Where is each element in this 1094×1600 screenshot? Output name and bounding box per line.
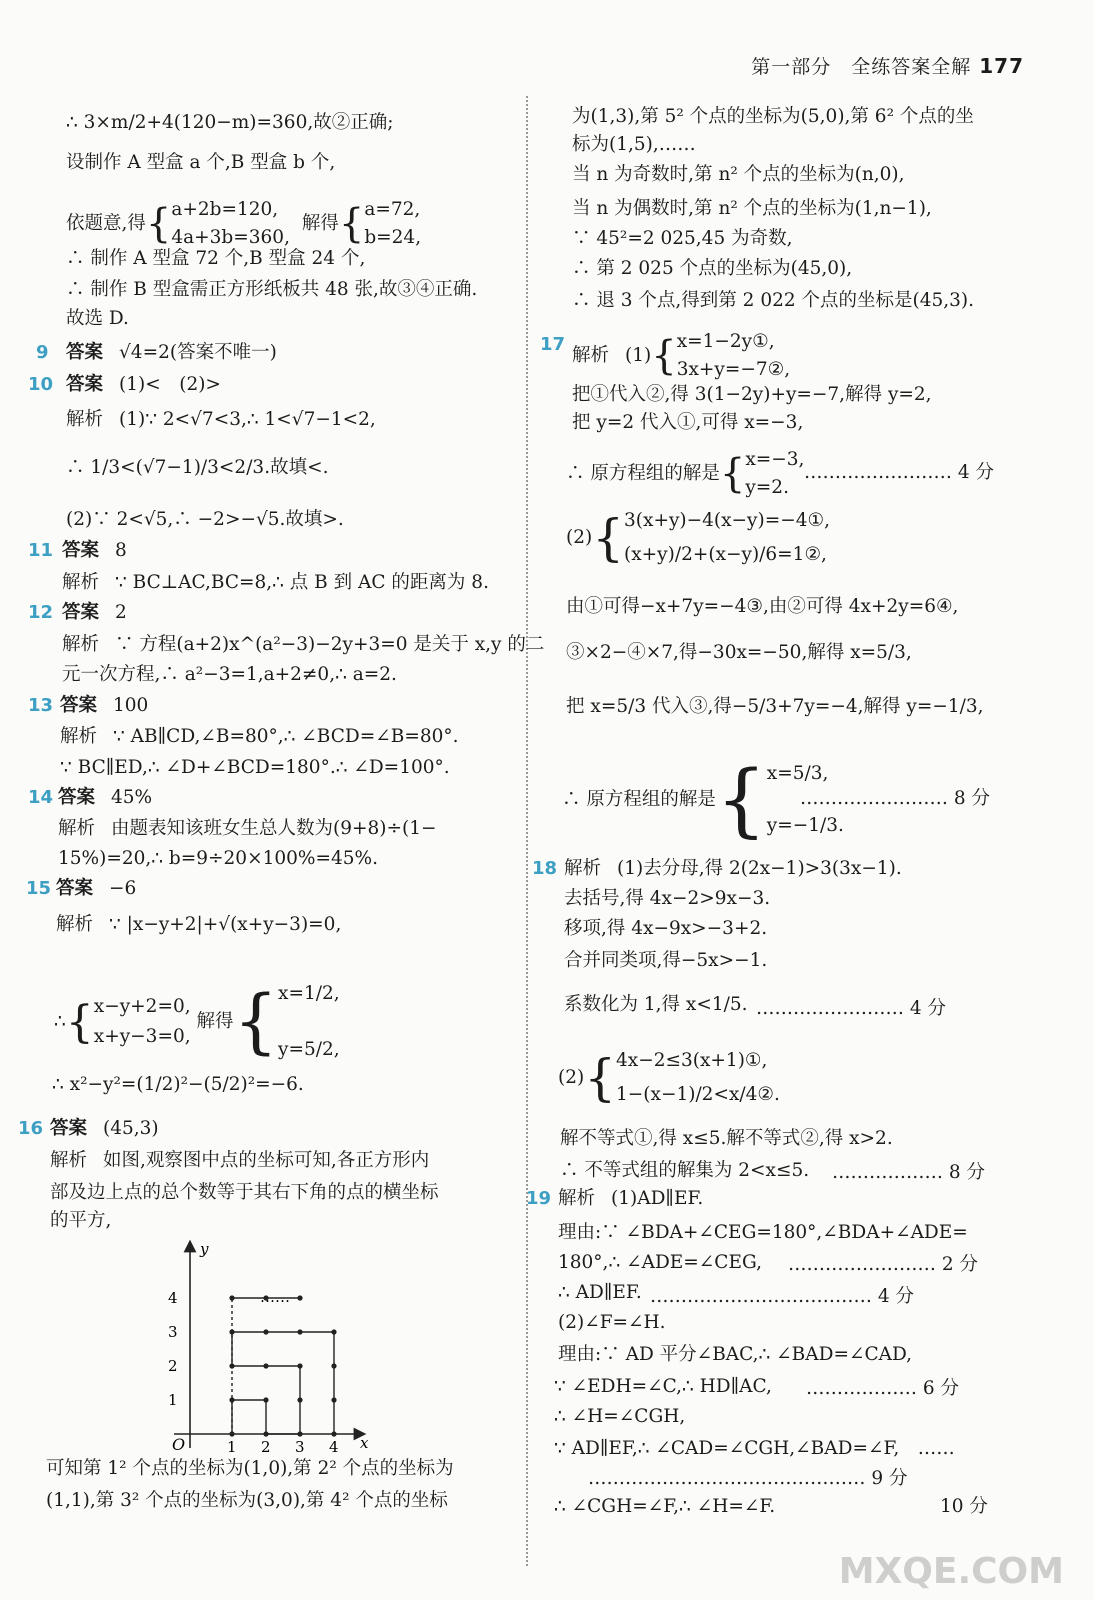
continuation-dots: …… [260, 1288, 290, 1306]
text-line: 合并同类项,得−5x>−1. [564, 950, 768, 971]
text-line: 理由:∵ AD 平分∠BAC,∴ ∠BAD=∠CAD, [558, 1344, 913, 1365]
question-number: 19 [526, 1188, 552, 1209]
lattice-point [229, 1295, 234, 1300]
coordinate-figure [164, 1238, 394, 1468]
answer-line: 答案 100 [60, 695, 149, 716]
lattice-point [331, 1431, 336, 1436]
y-axis-label: y [200, 1240, 209, 1258]
score-marker: …………………… 4 分 [804, 462, 995, 483]
analysis-line: 解析 ∵ |x−y+2|+√(x+y−3)=0, [56, 914, 342, 935]
text-line: ∵ BC∥ED,∴ ∠D+∠BCD=180°.∴ ∠D=100°. [60, 757, 450, 778]
text-line: ∴ 1/3<(√7−1)/3<2/3.故填<. [66, 457, 329, 478]
lattice-point [229, 1363, 234, 1368]
question-number: 17 [540, 334, 566, 355]
question-number: 9 [36, 342, 49, 363]
text-line: ∴ 3×m/2+4(120−m)=360,故②正确; [66, 112, 394, 133]
x-tick-label: 4 [329, 1438, 339, 1456]
lattice-point [297, 1397, 302, 1402]
text-line: 解不等式①,得 x≤5.解不等式②,得 x>2. [560, 1128, 893, 1149]
y-tick-label: 3 [168, 1323, 178, 1341]
text-line: (2)∠F=∠H. [558, 1312, 666, 1333]
page-header [751, 52, 1024, 79]
text-line: ∵ ∠EDH=∠C,∴ HD∥AC, [554, 1376, 772, 1397]
analysis-line: 解析 (1)去分母,得 2(2x−1)>3(3x−1). [564, 858, 902, 879]
x-tick-label: 2 [261, 1438, 271, 1456]
y-tick-label: 2 [168, 1357, 178, 1375]
analysis-line: 解析 (1){ x=1−2y①, 3x+y=−7②, [572, 331, 791, 380]
text-line: 设制作 A 型盒 a 个,B 型盒 b 个, [66, 152, 336, 173]
score-marker: ……………………………………… 9 分 [588, 1468, 908, 1489]
score-marker: ……………… 6 分 [806, 1378, 960, 1399]
analysis-line: 解析 ∵ 方程(a+2)x^(a²−3)−2y+3=0 是关于 x,y 的二 [62, 634, 545, 655]
text-line: 故选 D. [66, 308, 129, 329]
answer-line: 答案 −6 [56, 878, 137, 899]
text-line: ∴ 制作 A 型盒 72 个,B 型盒 24 个, [66, 248, 366, 269]
lattice-point [297, 1295, 302, 1300]
text-line: ∴ ∠H=∠CGH, [554, 1406, 686, 1427]
text-line: 理由:∵ ∠BDA+∠CEG=180°,∠BDA+∠ADE= [558, 1222, 968, 1243]
question-number: 14 [28, 787, 54, 808]
text-line: (2){ 3(x+y)−4(x−y)=−4①, (x+y)/2+(x−y)/6=1②, [566, 509, 830, 567]
answer-line: 答案 8 [62, 540, 127, 561]
answer-line: 答案 √4=2(答案不唯一) [66, 342, 277, 363]
text-line: 由①可得−x+7y=−4③,由②可得 4x+2y=6④, [566, 596, 959, 617]
text-line: ∴ 第 2 025 个点的坐标为(45,0), [572, 258, 853, 279]
analysis-line: 解析 ∵ BC⊥AC,BC=8,∴ 点 B 到 AC 的距离为 8. [62, 572, 489, 593]
question-number: 11 [28, 540, 54, 561]
text-line: 当 n 为奇数时,第 n² 个点的坐标为(n,0), [572, 164, 905, 185]
text-line: ∴ 制作 B 型盒需正方形纸板共 48 张,故③④正确. [66, 279, 478, 300]
y-tick-label: 1 [168, 1391, 178, 1409]
x-tick-label: 1 [227, 1438, 237, 1456]
lattice-point [263, 1363, 268, 1368]
text-line: 可知第 1² 个点的坐标为(1,0),第 2² 个点的坐标为 [46, 1458, 454, 1479]
lattice-point [229, 1431, 234, 1436]
text-line: 依题意,得{ a+2b=120, 4a+3b=360, 解得{ a=72, b=24, [66, 199, 422, 248]
text-line: 15%)=20,∴ b=9÷20×100%=45%. [58, 848, 378, 869]
text-line: 系数化为 1,得 x<1/5. [564, 994, 748, 1015]
lattice-point [297, 1431, 302, 1436]
text-line: 去括号,得 4x−2>9x−3. [564, 888, 771, 909]
text-line: 部及边上点的总个数等于其右下角的点的横坐标 [50, 1182, 439, 1203]
score-marker: …………………… 8 分 [800, 788, 991, 809]
x-tick-label: 3 [295, 1438, 305, 1456]
text-line: ∴ 不等式组的解集为 2<x≤5. [560, 1160, 810, 1181]
lattice-point [297, 1329, 302, 1334]
text-line: 当 n 为偶数时,第 n² 个点的坐标为(1,n−1), [572, 198, 932, 219]
score-marker: …………………… 4 分 [756, 998, 947, 1019]
analysis-line: 解析 ∵ AB∥CD,∠B=80°,∴ ∠BCD=∠B=80°. [60, 726, 459, 747]
lattice-point [229, 1329, 234, 1334]
answer-line: 答案 (45,3) [50, 1118, 159, 1139]
text-line: 为(1,3),第 5² 个点的坐标为(5,0),第 6² 个点的坐 [572, 106, 974, 127]
answer-line: 答案 (1)< (2)> [66, 374, 221, 395]
score-marker: ……………………………… 4 分 [650, 1286, 915, 1307]
column-divider [526, 96, 528, 1566]
text-line: ③×2−④×7,得−30x=−50,解得 x=5/3, [566, 642, 912, 663]
text-line: ∴ x²−y²=(1/2)²−(5/2)²=−6. [52, 1074, 304, 1095]
lattice-point [331, 1397, 336, 1402]
text-line: 元一次方程,∴ a²−3=1,a+2≠0,∴ a=2. [62, 664, 397, 685]
lattice-point [263, 1431, 268, 1436]
lattice-point [331, 1329, 336, 1334]
text-line: ∴{ x−y+2=0, x+y−3=0, 解得{ x=1/2, y=5/2, [54, 980, 340, 1062]
score-marker: 10 分 [940, 1496, 988, 1517]
text-line: 把①代入②,得 3(1−2y)+y=−7,解得 y=2, [572, 384, 932, 405]
lattice-point [263, 1397, 268, 1402]
lattice-point [229, 1397, 234, 1402]
question-number: 10 [28, 374, 54, 395]
analysis-line: 解析 (1)∵ 2<√7<3,∴ 1<√7−1<2, [66, 409, 376, 430]
text-line: (2){ 4x−2≤3(x+1)①, 1−(x−1)/2<x/4②. [558, 1049, 780, 1107]
text-line: ∴ 退 3 个点,得到第 2 022 个点的坐标是(45,3). [572, 290, 975, 311]
text-line: ∴ 原方程组的解是{ x=−3, y=2. [566, 449, 805, 498]
text-line: ∴ AD∥EF. [558, 1282, 642, 1303]
section-title: 第一部分 全练答案全解 [751, 56, 972, 78]
text-line: 180°,∴ ∠ADE=∠CEG, [558, 1252, 762, 1273]
score-marker: ……………… 8 分 [832, 1162, 986, 1183]
text-line: 移项,得 4x−9x>−3+2. [564, 918, 768, 939]
watermark: MXQE.COM [838, 1551, 1064, 1592]
text-line: 把 x=5/3 代入③,得−5/3+7y=−4,解得 y=−1/3, [566, 696, 984, 717]
score-marker: …………………… 2 分 [788, 1254, 979, 1275]
x-axis-label: x [360, 1434, 369, 1452]
analysis-line: 解析 由题表知该班女生总人数为(9+8)÷(1− [58, 818, 437, 839]
text-line: ∵ 45²=2 025,45 为奇数, [572, 228, 793, 249]
text-line: ∴ 原方程组的解是{ x=5/3, y=−1/3. [562, 753, 844, 846]
question-number: 13 [28, 695, 54, 716]
lattice-point [297, 1363, 302, 1368]
y-tick-label: 4 [168, 1289, 178, 1307]
text-line: 把 y=2 代入①,可得 x=−3, [572, 412, 804, 433]
lattice-point [331, 1363, 336, 1368]
text-line: ∴ ∠CGH=∠F,∴ ∠H=∠F. [554, 1496, 776, 1517]
analysis-line: 解析 如图,观察图中点的坐标可知,各正方形内 [50, 1150, 430, 1171]
answer-line: 答案 2 [62, 602, 127, 623]
text-line: 标为(1,5),…… [572, 134, 696, 155]
question-number: 15 [26, 878, 52, 899]
answer-line: 答案 45% [58, 787, 153, 808]
origin-label: O [172, 1435, 186, 1454]
text-line: 的平方, [50, 1210, 112, 1231]
question-number: 16 [18, 1118, 44, 1139]
page-number: 177 [979, 54, 1024, 78]
question-number: 18 [532, 858, 558, 879]
question-number: 12 [28, 602, 54, 623]
lattice-point [263, 1329, 268, 1334]
text-line: (2)∵ 2<√5,∴ −2>−√5.故填>. [66, 509, 344, 530]
text-line: ∵ AD∥EF,∴ ∠CAD=∠CGH,∠BAD=∠F, …… [554, 1438, 955, 1459]
analysis-line: 解析 (1)AD∥EF. [558, 1188, 704, 1209]
text-line: (1,1),第 3² 个点的坐标为(3,0),第 4² 个点的坐标 [46, 1490, 448, 1511]
